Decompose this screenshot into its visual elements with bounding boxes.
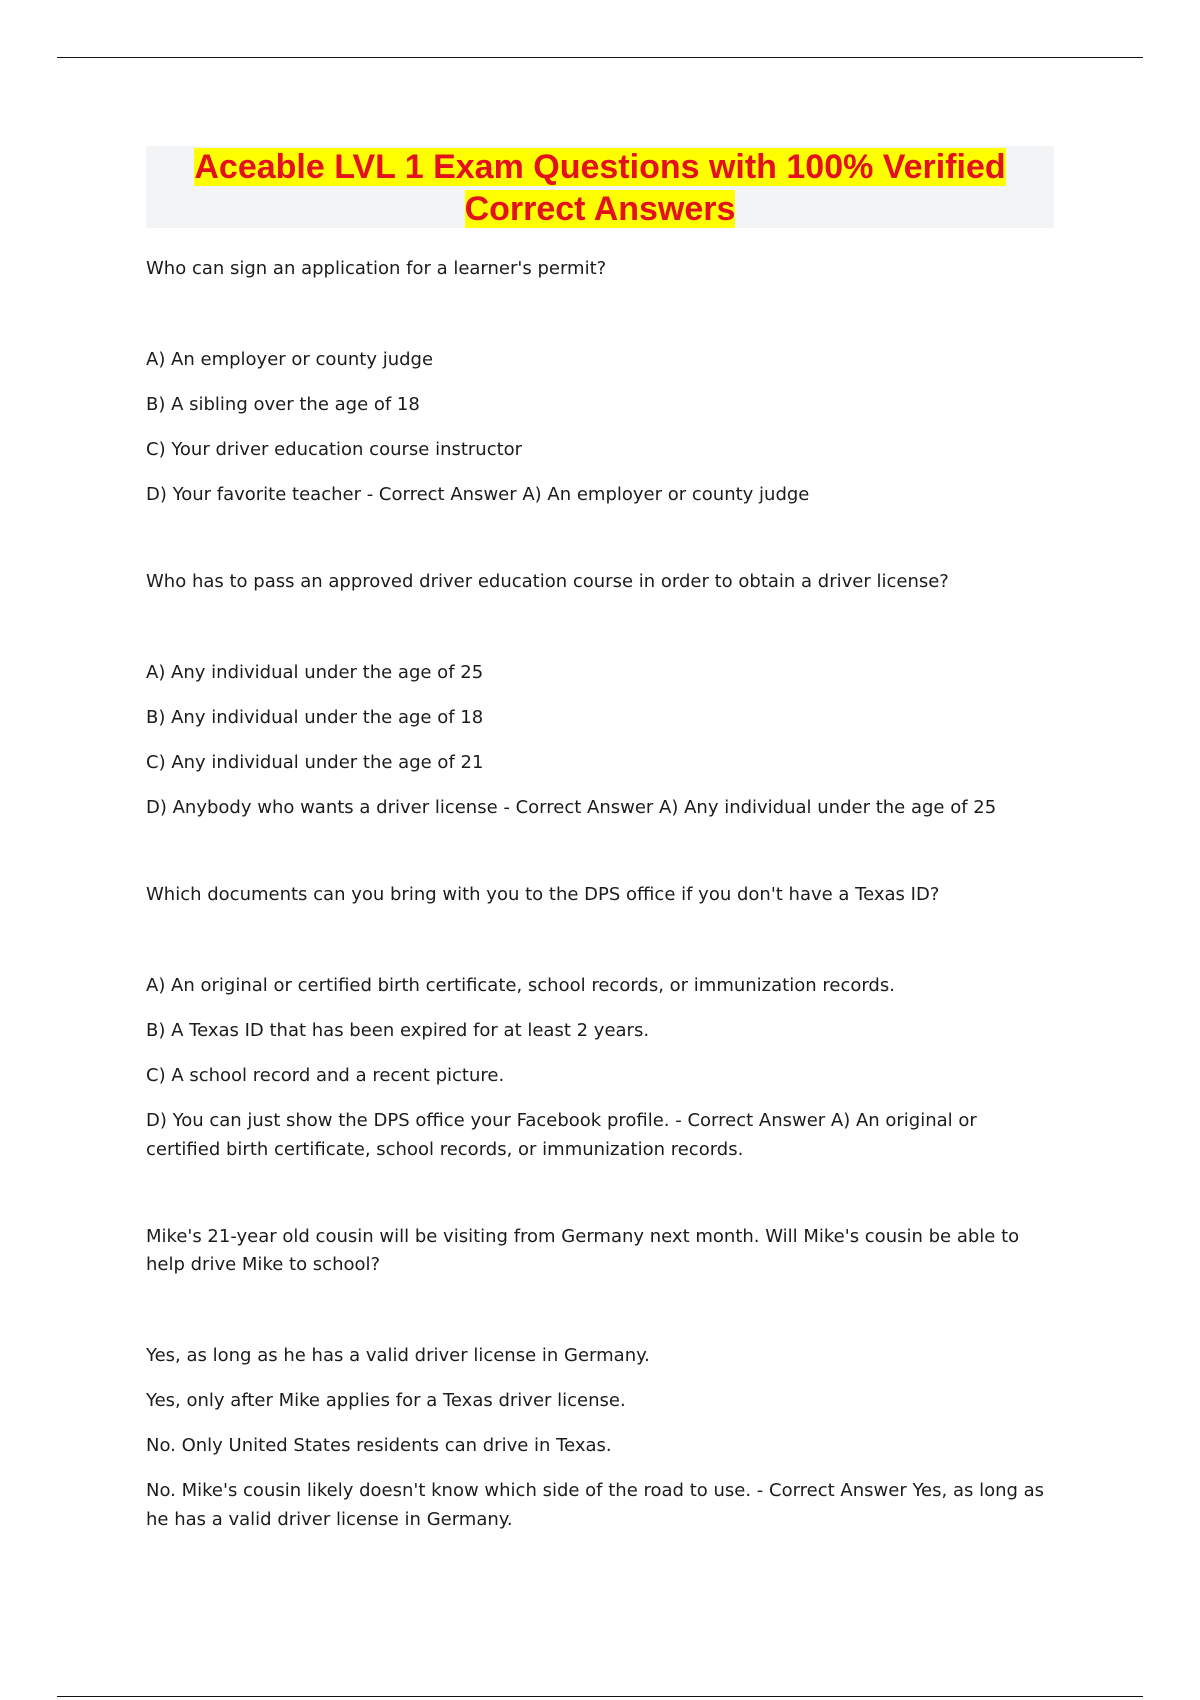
question-text: Who has to pass an approved driver education course in order to obtain a driver license? — [146, 571, 949, 592]
answer-option-with-correct-answer: D) Your favorite teacher - Correct Answer A) An employer or county judge — [146, 484, 810, 505]
question-text: Who can sign an application for a learner's permit? — [146, 258, 607, 279]
answer-option: C) A school record and a recent picture. — [146, 1065, 505, 1086]
question-text: Mike's 21-year old cousin will be visiting from Germany next month. Will Mike's cousin be able to help drive Mike to school? — [146, 1226, 1020, 1275]
answer-option: B) A sibling over the age of 18 — [146, 394, 420, 415]
footer-rule — [57, 1696, 1143, 1697]
question-block — [146, 881, 1056, 1164]
answer-option: Yes, as long as he has a valid driver license in Germany. — [146, 1345, 650, 1366]
answer-option: Yes, only after Mike applies for a Texas driver license. — [146, 1390, 626, 1411]
header-rule — [57, 57, 1143, 58]
answer-option: A) Any individual under the age of 25 — [146, 662, 484, 683]
answer-option: A) An original or certified birth certificate, school records, or immunization records. — [146, 975, 895, 996]
question-block — [146, 255, 1056, 509]
answer-option-with-correct-answer: D) Anybody who wants a driver license - Correct Answer A) Any individual under the age of 25 — [146, 797, 997, 818]
question-list — [146, 255, 1056, 1593]
answer-option-with-correct-answer: No. Mike's cousin likely doesn't know which side of the road to use. - Correct Answer Yes, as long as he has a valid driver license in Germany. — [146, 1480, 1045, 1530]
title-banner — [146, 146, 1054, 228]
answer-option-with-correct-answer: D) You can just show the DPS office your Facebook profile. - Correct Answer A) An original or certified birth certificate, school records, or immunization records. — [146, 1110, 977, 1160]
answer-option: B) A Texas ID that has been expired for at least 2 years. — [146, 1020, 650, 1041]
answer-option: C) Your driver education course instructor — [146, 439, 523, 460]
answer-option: C) Any individual under the age of 21 — [146, 752, 484, 773]
question-text: Which documents can you bring with you to the DPS office if you don't have a Texas ID? — [146, 884, 940, 905]
answer-option: A) An employer or county judge — [146, 349, 434, 370]
question-block — [146, 1223, 1056, 1534]
document-title: Aceable LVL 1 Exam Questions with 100% Verified Correct Answers — [194, 148, 1006, 228]
answer-option: No. Only United States residents can drive in Texas. — [146, 1435, 612, 1456]
question-block — [146, 568, 1056, 822]
answer-option: B) Any individual under the age of 18 — [146, 707, 484, 728]
